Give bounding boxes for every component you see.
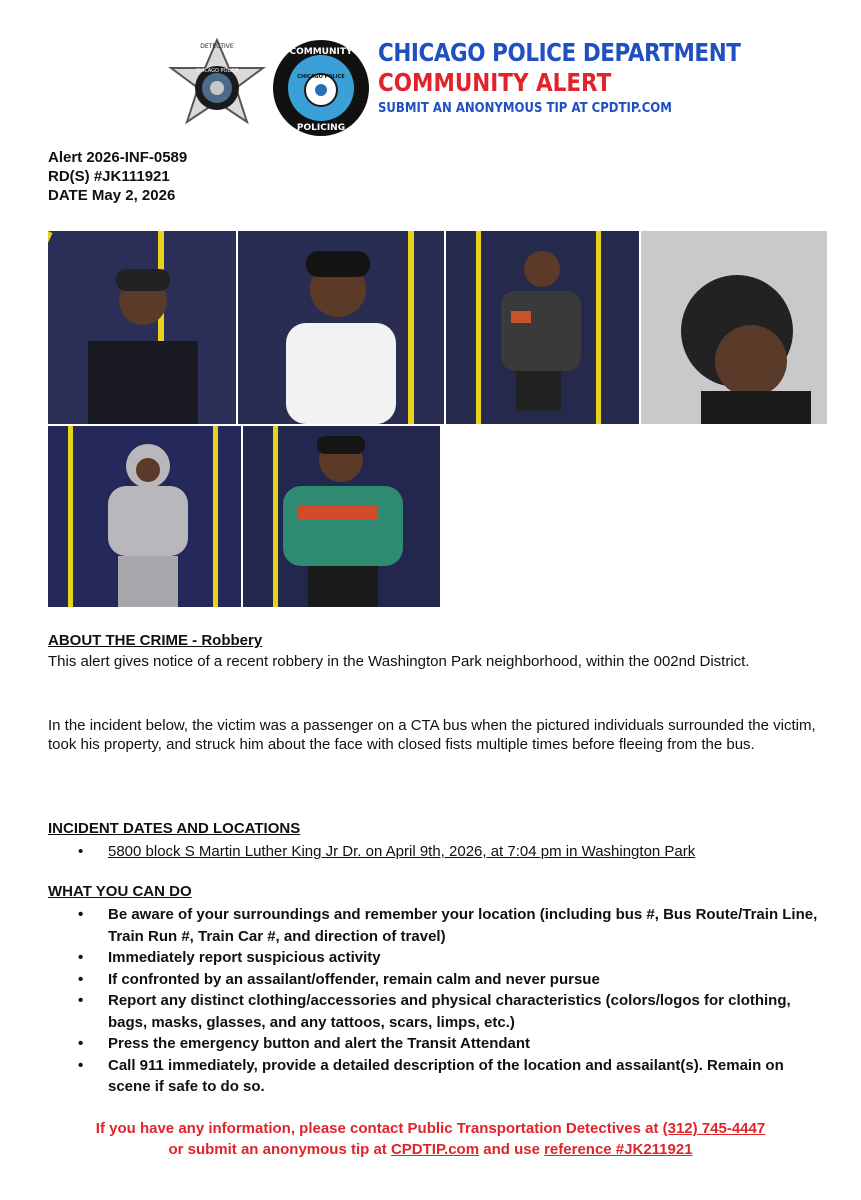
phone-link[interactable]: (312) 745-4447 <box>662 1120 766 1137</box>
suspect-photo-2 <box>238 231 444 424</box>
cpdtip-link[interactable]: CPDTIP.com <box>390 1141 480 1158</box>
incidents-heading: INCIDENT DATES AND LOCATIONS <box>48 820 301 837</box>
list-item: • Immediately report suspicious activity <box>48 947 818 969</box>
suspect-photo-4 <box>641 231 827 424</box>
footer-line-2: or submit an anonymous tip at CPDTIP.com and use reference #JK211921 <box>168 1141 693 1158</box>
footer-line-1: If you have any information, please contact Public Transportation Detectives at (312) 745-4447 <box>95 1120 766 1137</box>
suspect-photo-6 <box>243 426 440 607</box>
reference-number: reference #JK211921 <box>544 1141 693 1158</box>
badge-community-mid: CHICAGO POLICE <box>297 74 345 80</box>
alert-title: COMMUNITY ALERT <box>378 68 612 97</box>
department-title: CHICAGO POLICE DEPARTMENT <box>378 38 741 67</box>
badge-detective-top: DETECTIVE <box>200 43 234 50</box>
list-item: • If confronted by an assailant/offender, remain calm and never pursue <box>48 969 818 991</box>
list-item: • Report any distinct clothing/accessories and physical characteristics (colors/logos for clothing, bags, masks, glasses, and any tattoos, scars, limps, etc.) <box>48 990 818 1033</box>
suspect-photo-3 <box>446 231 639 424</box>
suspect-photo-5 <box>48 426 241 607</box>
header <box>378 38 800 118</box>
detective-badge-icon <box>163 38 271 143</box>
alert-number: Alert 2026-INF-0589 <box>48 149 188 166</box>
list-item: • Be aware of your surroundings and remember your location (including bus #, Bus Route/Train Line, Train Run #, Train Car #, and direction of travel) <box>48 904 818 947</box>
incidents-list <box>48 841 818 862</box>
actions-list <box>48 904 818 1098</box>
contact-footer <box>0 1118 861 1160</box>
community-policing-badge-icon <box>271 38 371 143</box>
tip-line: SUBMIT AN ANONYMOUS TIP AT CPDTIP.COM <box>378 101 672 116</box>
about-heading: ABOUT THE CRIME - Robbery <box>48 632 263 649</box>
rd-number: RD(S) #JK111921 <box>48 168 170 185</box>
badge-community-top: COMMUNITY <box>289 47 353 57</box>
suspect-photo-1 <box>48 231 236 424</box>
alert-date: DATE May 2, 2026 <box>48 187 176 204</box>
actions-heading: WHAT YOU CAN DO <box>48 883 192 900</box>
alert-meta <box>48 148 187 205</box>
list-item: • Press the emergency button and alert the Transit Attendant <box>48 1033 818 1055</box>
badge-detective-mid: CHICAGO POLICE <box>195 68 239 74</box>
about-paragraph-2: In the incident below, the victim was a passenger on a CTA bus when the pictured individuals surrounded the victim, took his property, and struck him about the face with closed fists multiple times before fleeing from the bus. <box>48 717 816 753</box>
badge-community-bottom: POLICING <box>296 123 346 133</box>
incident-item: • 5800 block S Martin Luther King Jr Dr. on April 9th, 2026, at 7:04 pm in Washington Park <box>48 841 818 862</box>
list-item: • Call 911 immediately, provide a detailed description of the location and assailant(s). Remain on scene if safe to do so. <box>48 1055 818 1098</box>
about-paragraph-1: This alert gives notice of a recent robbery in the Washington Park neighborhood, within the 002nd District. <box>48 653 750 670</box>
